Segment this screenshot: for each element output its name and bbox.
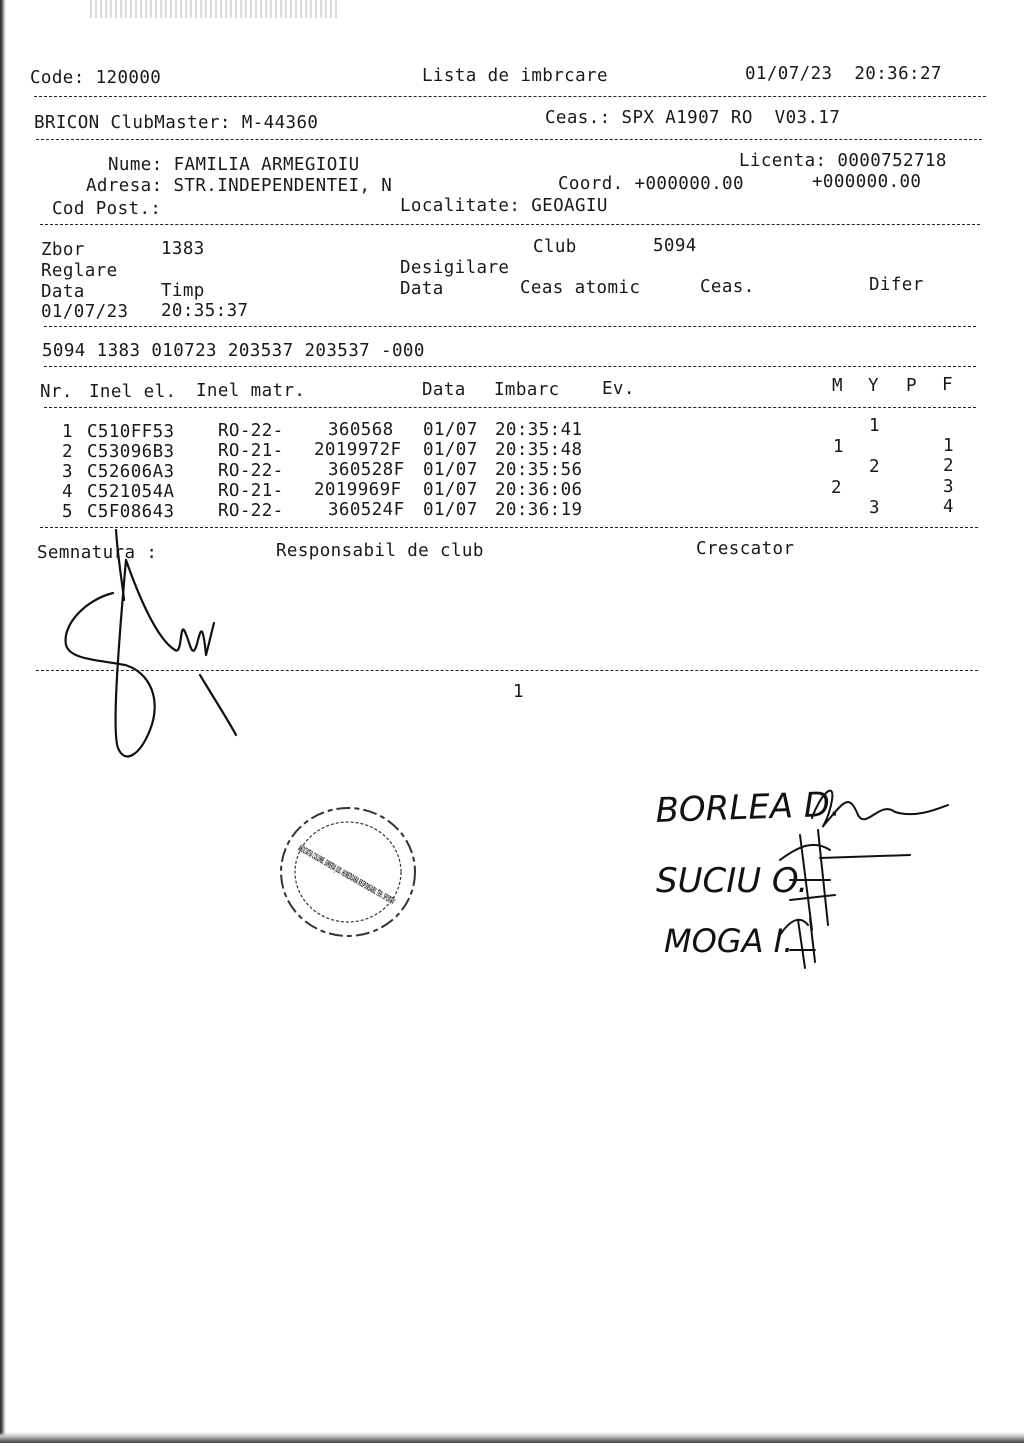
row-number: 4 [62,482,73,502]
code-label: Code: 120000 [30,68,162,88]
code-line: 5094 1383 010723 203537 203537 -000 [42,341,425,361]
clock-column-label: Ceas. [700,277,755,297]
boarding-date: 01/07 [423,460,478,480]
ring-number: 2019969F [314,480,402,500]
count-y: 3 [869,498,880,518]
col-m: M [832,376,843,396]
boarding-time: 20:35:56 [495,460,583,480]
col-f: F [942,375,953,395]
timp-label: Timp [161,281,205,301]
stamp-text: ASOCIATIA COLUMB. SIMERIA JUD. HUNEDOARA RESPONSABIL TEH. SPORTIV [295,843,637,1047]
count-f: 4 [943,497,954,517]
col-y: Y [868,376,879,396]
boarding-date: 01/07 [423,480,478,500]
clock-label: Ceas.: SPX A1907 RO V03.17 [545,108,841,128]
owner-address: Adresa: STR.INDEPENDENTEI, N [86,176,393,196]
reglare-date: 01/07/23 [41,302,129,322]
row-number: 1 [62,422,73,442]
ring-series: RO-22- [218,421,284,441]
col-date: Data [422,380,466,400]
handwritten-name-3: MOGA I. [664,922,794,960]
ring-electronic: C510FF53 [87,422,175,442]
ring-series: RO-22- [218,461,284,481]
col-boarding: Imbarc [494,380,560,400]
col-p: P [906,376,917,396]
license-number: Licenta: 0000752718 [739,151,947,171]
col-ev: Ev. [602,379,635,399]
boarding-time: 20:35:48 [495,440,583,460]
ring-number: 360524F [328,500,405,520]
page-number: 1 [513,682,524,702]
reglare-time: 20:35:37 [161,301,249,321]
ring-electronic: C52606A3 [87,462,175,482]
count-y: 1 [869,416,880,436]
postal-code: Cod Post.: [52,199,162,219]
ring-series: RO-21- [218,481,284,501]
signature-label: Semnatura : [37,543,158,563]
atomic-clock-label: Ceas atomic [520,278,641,298]
system-label: BRICON ClubMaster: M-44360 [34,113,319,133]
coordinates-second: +000000.00 [812,172,922,192]
document-title: Lista de imbrcare [422,66,608,86]
boarding-time: 20:35:41 [495,420,583,440]
club-number: 5094 [653,236,697,256]
handwritten-name-1: BORLEA D. [654,784,842,831]
ring-electronic: C521054A [87,482,175,502]
ring-number: 360528F [328,460,405,480]
ring-series: RO-21- [218,441,284,461]
handwritten-name-2: SUCIU O. [656,861,809,901]
owner-name: Nume: FAMILIA ARMEGIOIU [108,155,360,175]
count-f: 1 [943,436,954,456]
boarding-date: 01/07 [423,440,478,460]
count-f: 2 [943,456,954,476]
club-responsible-label: Responsabil de club [276,541,484,561]
ring-electronic: C5F08643 [87,502,175,522]
row-number: 5 [62,502,73,522]
club-label: Club [533,237,577,257]
count-y: 2 [869,457,880,477]
col-ring-matr: Inel matr. [196,381,306,401]
club-stamp [276,800,637,1047]
coordinates: Coord. +000000.00 [558,174,744,194]
boarding-time: 20:36:19 [495,500,583,520]
ring-number: 2019972F [314,440,402,460]
boarding-date: 01/07 [423,420,478,440]
ring-electronic: C53096B3 [87,442,175,462]
row-number: 2 [62,442,73,462]
breeder-label: Crescator [696,539,795,559]
data-label-desigilare: Data [400,279,444,299]
ring-series: RO-22- [218,501,284,521]
boarding-time: 20:36:06 [495,480,583,500]
count-f: 3 [943,477,954,497]
reglare-label: Reglare [41,261,118,281]
print-datetime: 01/07/23 20:36:27 [745,64,942,84]
scan-bottom-edge [0,1432,1024,1443]
col-nr: Nr. [40,382,73,402]
count-m: 2 [831,478,842,498]
difference-label: Difer [869,275,924,295]
desigilare-label: Desigilare [400,258,510,278]
count-m: 1 [833,437,844,457]
col-ring-el: Inel el. [89,382,177,402]
locality: Localitate: GEOAGIU [400,196,608,216]
data-label: Data [41,282,85,302]
row-number: 3 [62,462,73,482]
flight-number: 1383 [161,239,205,259]
flight-label: Zbor [41,240,85,260]
ring-number: 360568 [328,420,394,440]
boarding-date: 01/07 [423,500,478,520]
